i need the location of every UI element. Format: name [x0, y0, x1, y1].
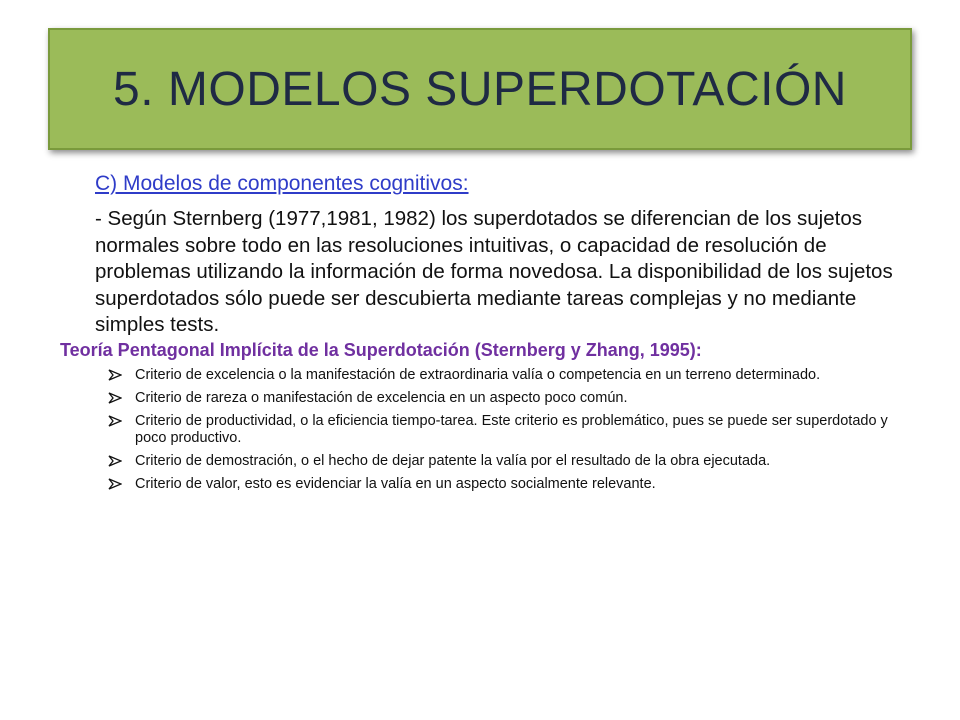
criteria-text: Criterio de rareza o manifestación de excelencia en un aspecto poco común.: [135, 390, 628, 406]
criteria-item: [108, 367, 908, 384]
criteria-text: Criterio de valor, esto es evidenciar la valía en un aspecto socialmente relevante.: [135, 476, 656, 492]
criteria-text: Criterio de demostración, o el hecho de dejar patente la valía por el resultado de la obra ejecutada.: [135, 453, 771, 469]
main-paragraph: - Según Sternberg (1977,1981, 1982) los superdotados se diferencian de los sujetos normales sobre todo en las resoluciones intuitivas, o capacidad de resolución de problemas utilizando la información de forma novedosa. La disponibilidad de los sujetos superdotados sólo puede ser descubierta mediante tareas complejas y no mediante simples tests.: [95, 207, 893, 336]
criteria-text: Criterio de excelencia o la manifestación de extraordinaria valía o competencia en un terreno determinado.: [135, 367, 821, 383]
criteria-list: [108, 367, 908, 499]
arrow-bullet-icon: [108, 455, 122, 467]
theory-heading: Teoría Pentagonal Implícita de la Superdotación (Sternberg y Zhang, 1995):: [60, 340, 702, 360]
criteria-text: Criterio de productividad, o la eficiencia tiempo-tarea. Este criterio es problemático, pues se puede ser superdotado y poco productivo.: [135, 413, 888, 446]
subheading: C) Modelos de componentes cognitivos:: [95, 172, 469, 195]
arrow-bullet-icon: [108, 369, 122, 381]
criteria-item: [108, 453, 908, 470]
criteria-item: [108, 390, 908, 407]
title-banner: [48, 28, 912, 150]
arrow-bullet-icon: [108, 392, 122, 404]
arrow-bullet-icon: [108, 415, 122, 427]
arrow-bullet-icon: [108, 478, 122, 490]
criteria-item: [108, 476, 908, 493]
criteria-item: [108, 413, 908, 447]
slide-title: 5. MODELOS SUPERDOTACIÓN: [113, 62, 847, 116]
